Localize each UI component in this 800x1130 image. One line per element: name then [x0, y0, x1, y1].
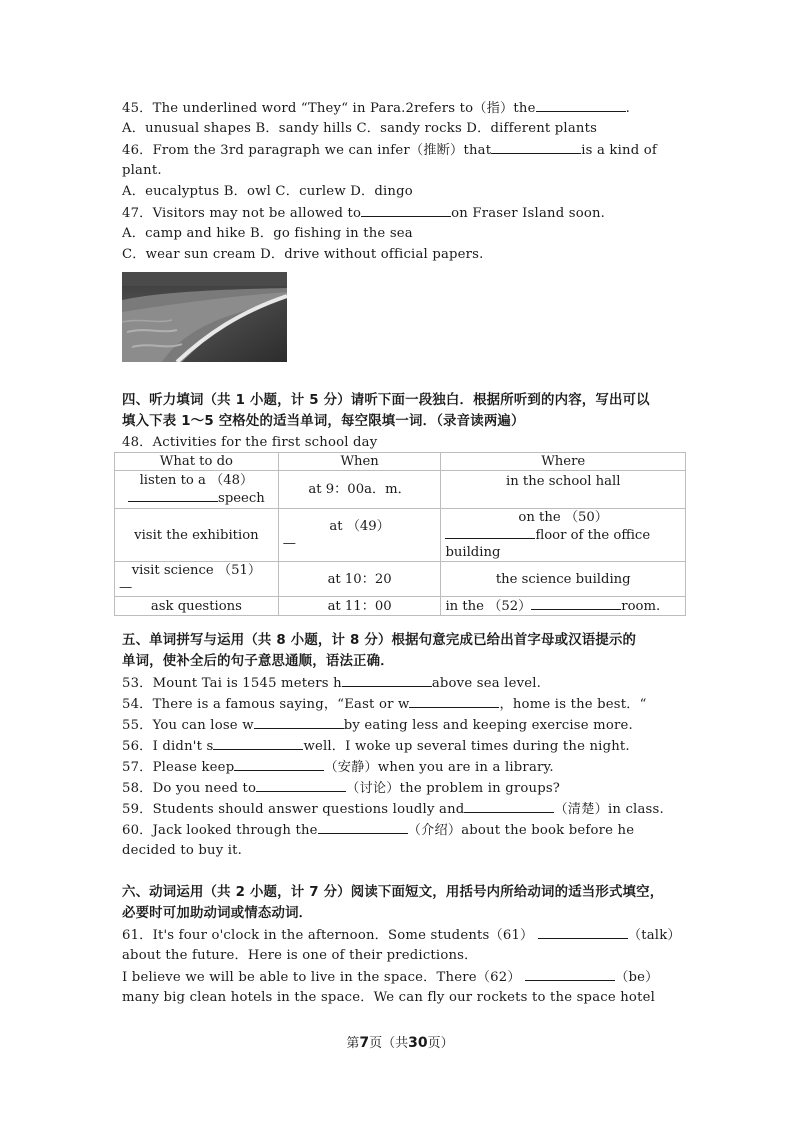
table-cell: at 11：00 — [278, 597, 441, 616]
q48-title: 48．Activities for the first school day — [122, 435, 378, 450]
table-cell: listen to a （48） speech — [115, 471, 279, 509]
section6-heading-cont: 必要时可加助动词或情态动词． — [122, 906, 313, 921]
q46-stem: 46．From the 3rd paragraph we can infer（推断）that is a kind of — [122, 143, 657, 158]
table-header-row — [115, 453, 686, 471]
table-cell: in the school hall — [441, 471, 686, 509]
q55: 55．You can lose w by eating less and keeping exercise more. — [122, 718, 633, 733]
section4-heading: 四、听力填词（共 1 小题，计 5 分）请听下面一段独白．根据所听到的内容，写出可以 — [122, 393, 650, 408]
table-cell: ask questions — [115, 597, 279, 616]
table-cell: at 10：20 — [278, 562, 441, 597]
answer-blank — [254, 716, 344, 729]
q54: 54．There is a famous saying，“East or w ，home is the best．“ — [122, 697, 647, 712]
table-cell: the science building — [441, 562, 686, 597]
q59: 59．Students should answer questions loudly and （清楚）in class. — [122, 802, 664, 817]
answer-blank — [536, 99, 626, 112]
table-cell: visit science （51） — — [115, 562, 279, 597]
page-footer: 第7页（共30页） — [346, 1035, 454, 1051]
q60-cont: decided to buy it. — [122, 843, 243, 858]
table-cell: at 9：00a．m． — [278, 471, 441, 509]
passage-line: I believe we will be able to live in the space．There（62） （be） — [122, 970, 659, 985]
answer-blank — [342, 674, 432, 687]
answer-blank — [531, 597, 621, 610]
answer-blank — [525, 968, 615, 981]
fraser-island-photo — [122, 272, 287, 362]
table-cell: in the （52） room. — [441, 597, 686, 616]
table-row — [115, 562, 686, 597]
answer-blank — [128, 489, 218, 502]
answer-blank — [538, 926, 628, 939]
answer-blank — [361, 204, 451, 217]
passage-line: 61．It's four o'clock in the afternoon．Some students（61） （talk） — [122, 928, 681, 943]
table-row — [115, 597, 686, 616]
passage-line: about the future．Here is one of their predictions． — [122, 948, 478, 963]
q60: 60．Jack looked through the （介绍）about the book before he — [122, 823, 635, 838]
q47-options-2: C．wear sun cream D．drive without official papers. — [122, 247, 484, 262]
table-cell: at （49） — — [278, 509, 441, 562]
passage-line: many big clean hotels in the space．We can fly our rockets to the space hotel — [122, 990, 655, 1005]
table-row — [115, 471, 686, 509]
col-header-what: What to do — [115, 453, 279, 471]
table-cell: visit the exhibition — [115, 509, 279, 562]
q47-stem: 47．Visitors may not be allowed to on Fraser Island soon. — [122, 206, 606, 221]
section5-heading-cont: 单词，使补全后的句子意思通顺，语法正确． — [122, 654, 394, 669]
answer-blank — [256, 779, 346, 792]
coastline-image — [122, 272, 287, 362]
q45-stem: 45．The underlined word “They“ in Para.2refers to（指）the . — [122, 101, 630, 116]
section4-heading-cont: 填入下表 1～5 空格处的适当单词，每空限填一词．（录音读两遍） — [122, 414, 525, 429]
q56: 56．I didn't s well．I woke up several times during the night. — [122, 739, 630, 754]
answer-blank — [464, 800, 554, 813]
q58: 58．Do you need to （讨论）the problem in groups? — [122, 781, 561, 796]
table-row — [115, 509, 686, 562]
q57: 57．Please keep （安静）when you are in a library. — [122, 760, 554, 775]
section6-heading: 六、动词运用（共 2 小题，计 7 分）阅读下面短文，用括号内所给动词的适当形式填空， — [122, 885, 664, 900]
answer-blank — [318, 821, 408, 834]
answer-blank — [234, 758, 324, 771]
q47-options-1: A．camp and hike B．go fishing in the sea — [122, 226, 413, 241]
q45-options: A．unusual shapes B．sandy hills C．sandy rocks D．different plants — [122, 121, 598, 136]
col-header-when: When — [278, 453, 441, 471]
q46-options: A．eucalyptus B．owl C．curlew D．dingo — [122, 184, 413, 199]
col-header-where: Where — [441, 453, 686, 471]
answer-blank — [491, 141, 581, 154]
section5-heading: 五、单词拼写与运用（共 8 小题，计 8 分）根据句意完成已给出首字母或汉语提示的 — [122, 633, 637, 648]
table-cell: on the （50） floor of the office building — [441, 509, 686, 562]
activities-table — [114, 452, 686, 616]
answer-blank — [445, 526, 535, 539]
q46-stem-cont: plant. — [122, 163, 162, 178]
answer-blank — [213, 737, 303, 750]
q53: 53．Mount Tai is 1545 meters h above sea level. — [122, 676, 542, 691]
answer-blank — [409, 695, 499, 708]
